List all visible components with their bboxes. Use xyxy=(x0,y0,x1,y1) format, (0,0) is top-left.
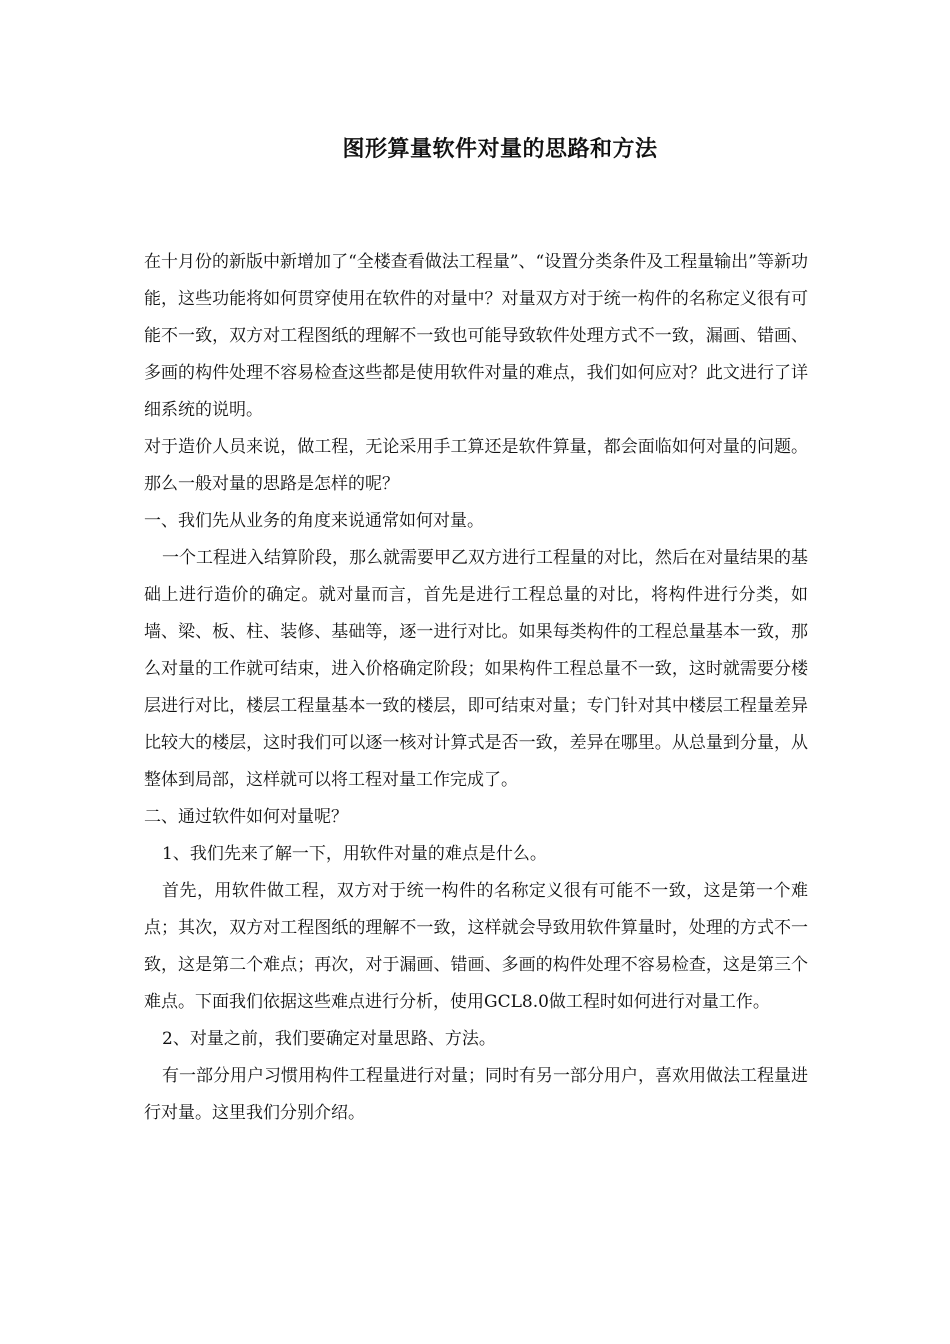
document-title: 图形算量软件对量的思路和方法 xyxy=(342,136,658,162)
context-paragraph: 对于造价人员来说，做工程，无论采用手工算还是软件算量，都会面临如何对量的问题。那么一般对量的思路是怎样的呢？ xyxy=(144,437,808,494)
document-body xyxy=(144,244,808,1132)
section-heading-2: 二、通过软件如何对量呢？ xyxy=(144,807,348,827)
subheading-method: 2、对量之前，我们要确定对量思路、方法。 xyxy=(162,1029,496,1049)
section-heading-1: 一、我们先从业务的角度来说通常如何对量。 xyxy=(144,511,484,531)
intro-paragraph: 在十月份的新版中新增加了“全楼查看做法工程量”、“设置分类条件及工程量输出”等新功能，这些功能将如何贯穿使用在软件的对量中？对量双方对于统一构件的名称定义很有可能不一致，双方对工程图纸的理解不一致也可能导致软件处理方式不一致，漏画、错画、多画的构件处理不容易检查这些都是使用软件对量的难点，我们如何应对？此文进行了详细系统的说明。 xyxy=(144,252,808,420)
method-paragraph: 有一部分用户习惯用构件工程量进行对量；同时有另一部分用户，喜欢用做法工程量进行对量。这里我们分别介绍。 xyxy=(144,1066,808,1123)
business-approach-paragraph: 一个工程进入结算阶段，那么就需要甲乙双方进行工程量的对比，然后在对量结果的基础上进行造价的确定。就对量而言，首先是进行工程总量的对比，将构件进行分类，如墙、梁、板、柱、装修、基础等，逐一进行对比。如果每类构件的工程总量基本一致，那么对量的工作就可结束，进入价格确定阶段；如果构件工程总量不一致，这时就需要分楼层进行对比，楼层工程量基本一致的楼层，即可结束对量；专门针对其中楼层工程量差异比较大的楼层，这时我们可以逐一核对计算式是否一致，差异在哪里。从总量到分量，从整体到局部，这样就可以将工程对量工作完成了。 xyxy=(144,548,808,790)
difficulties-paragraph: 首先，用软件做工程，双方对于统一构件的名称定义很有可能不一致，这是第一个难点；其次，双方对工程图纸的理解不一致，这样就会导致用软件算量时，处理的方式不一致，这是第二个难点；再次，对于漏画、错画、多画的构件处理不容易检查，这是第三个难点。下面我们依据这些难点进行分析，使用GCL8.0做工程时如何进行对量工作。 xyxy=(144,881,808,1012)
subheading-difficulties: 1、我们先来了解一下，用软件对量的难点是什么。 xyxy=(162,844,547,864)
